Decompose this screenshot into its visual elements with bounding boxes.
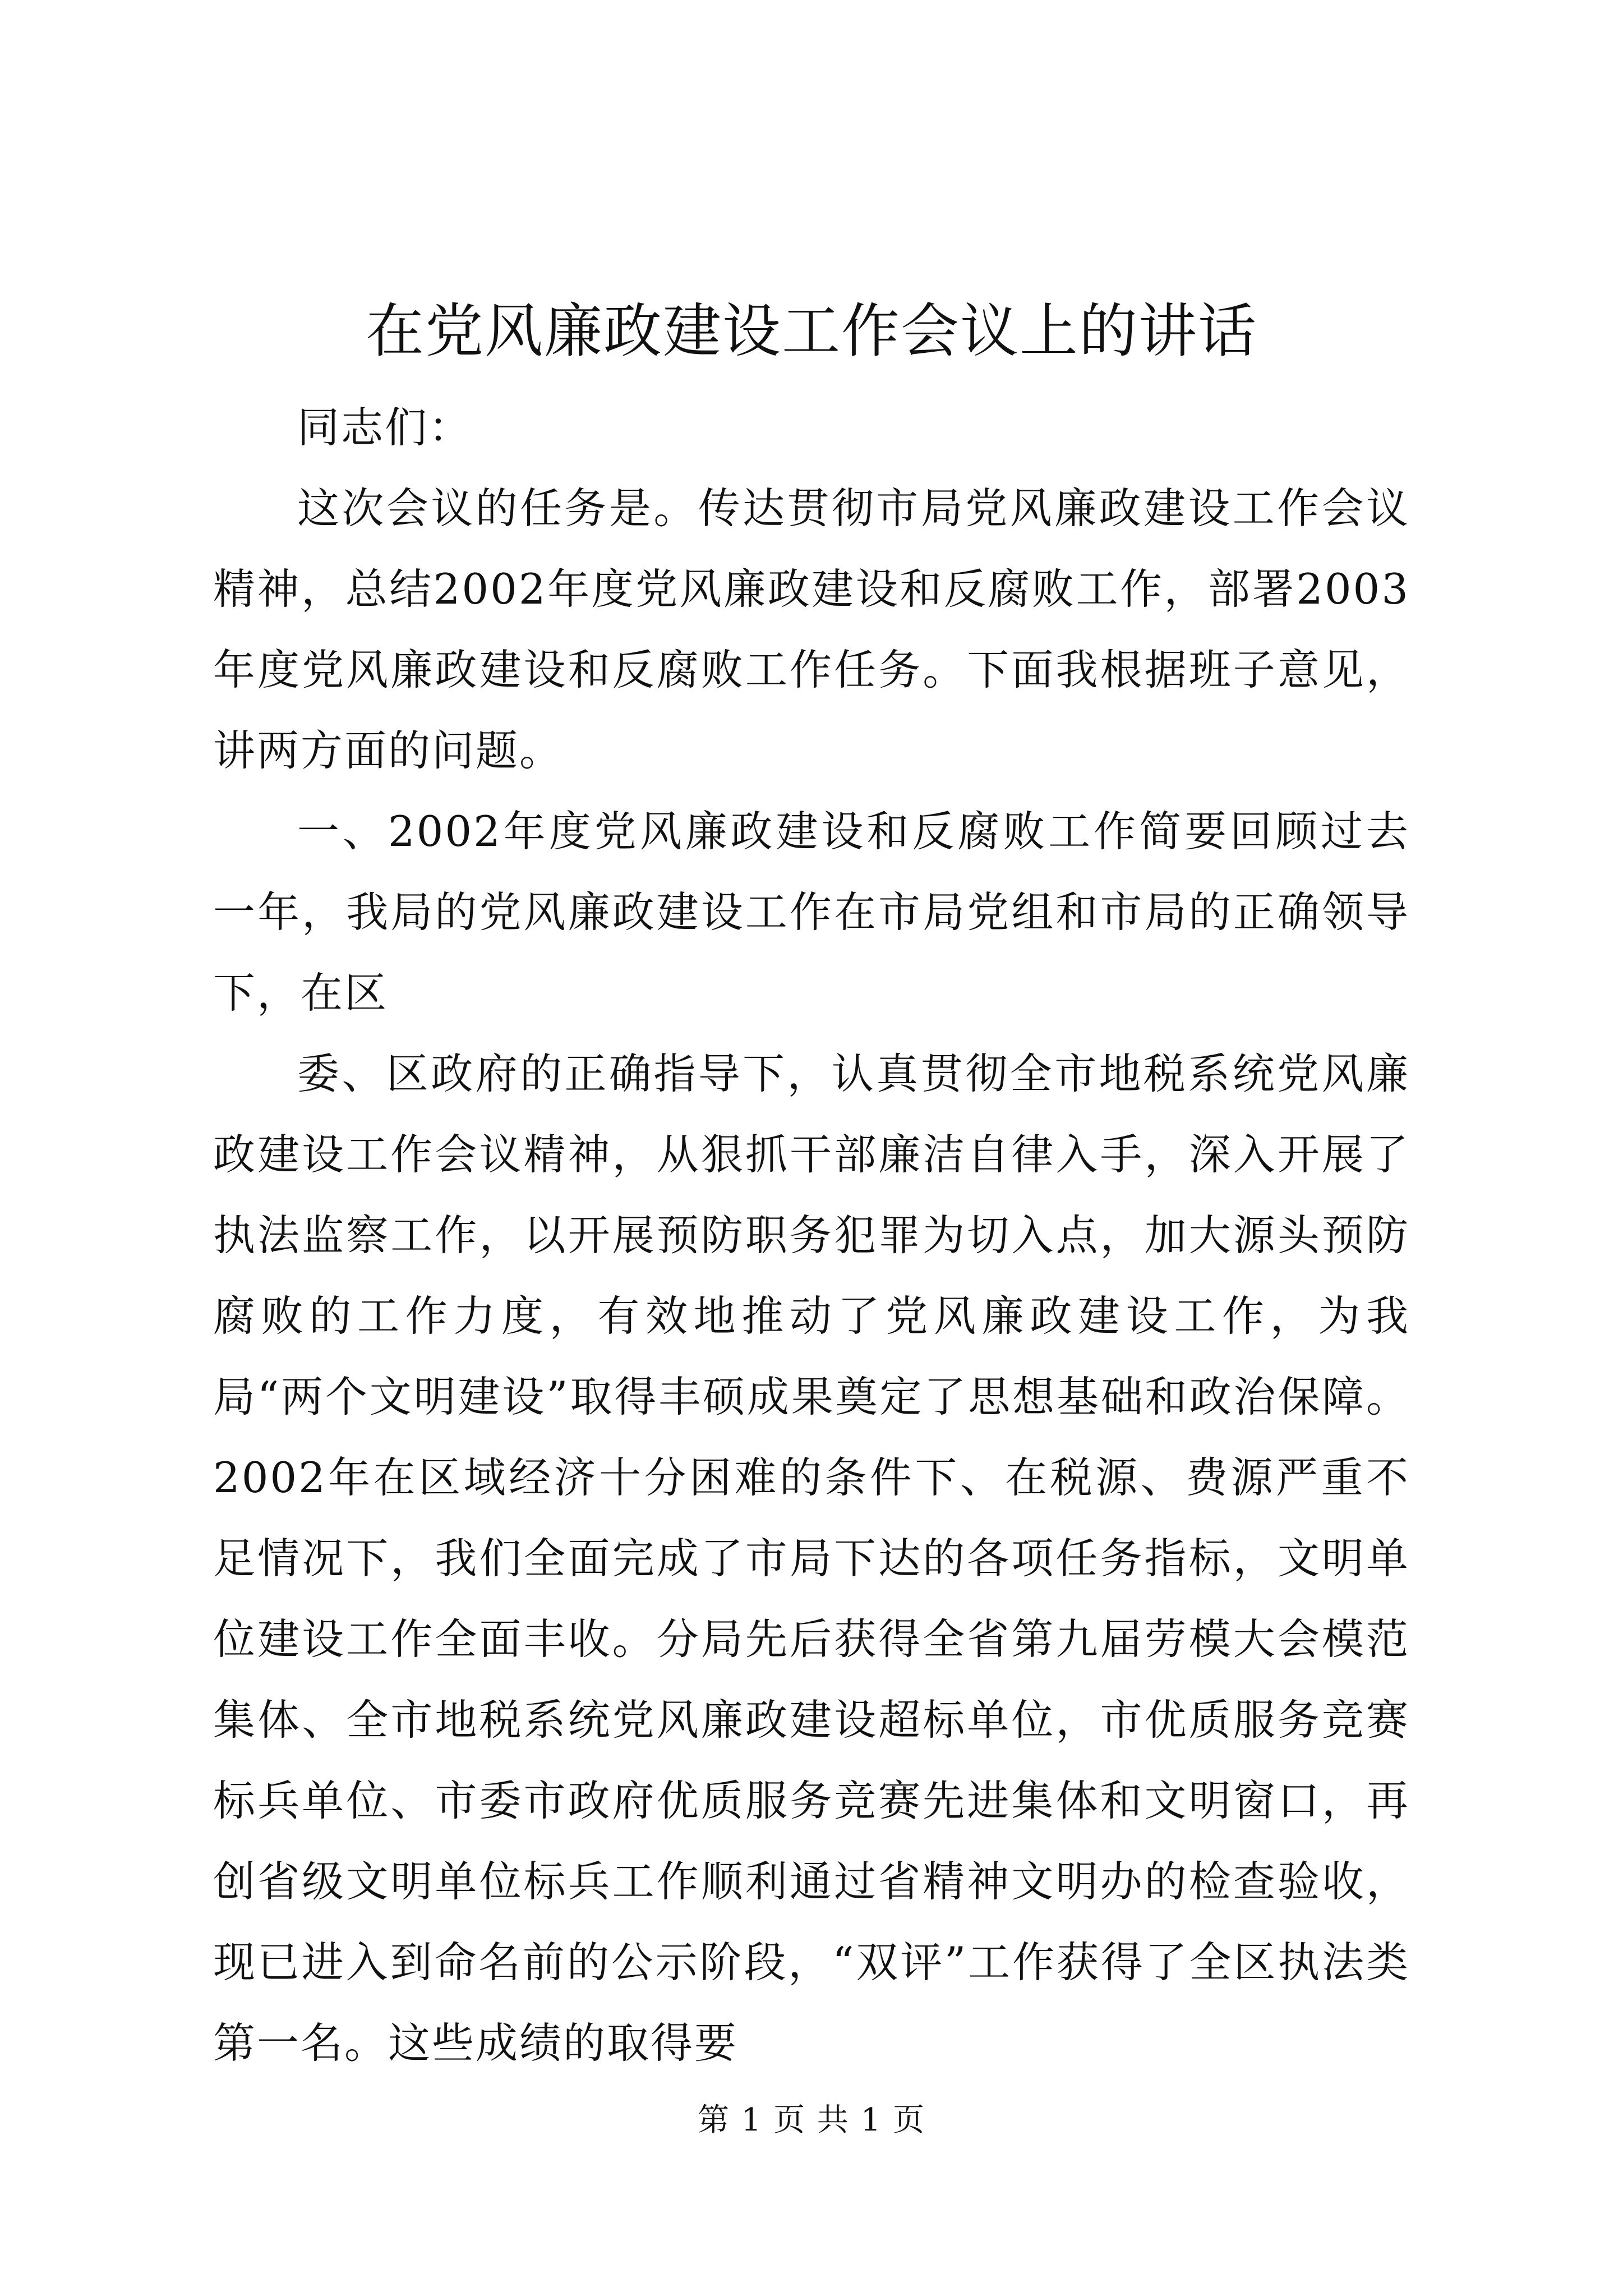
document-body xyxy=(213,387,1410,2083)
document-title: 在党风廉政建设工作会议上的讲话 xyxy=(365,297,1257,365)
paragraph-2: 一、2002年度党风廉政建设和反腐败工作简要回顾过去一年，我局的党风廉政建设工作在市局党组和市局的正确领导下，在区 xyxy=(213,807,1410,1018)
paragraph-1: 这次会议的任务是。传达贯彻市局党风廉政建设工作会议精神，总结2002年度党风廉政建设和反腐败工作，部署2003年度党风廉政建设和反腐败工作任务。下面我根据班子意见，讲两方面的问题。 xyxy=(213,484,1410,775)
greeting: 同志们： xyxy=(297,403,473,452)
page-footer: 第 1 页 共 1 页 xyxy=(697,2102,926,2138)
paragraph-3: 委、区政府的正确指导下，认真贯彻全市地税系统党风廉政建设工作会议精神，从狠抓干部廉洁自律入手，深入开展了执法监察工作，以开展预防职务犯罪为切入点，加大源头预防腐败的工作力度，有效地推动了党风廉政建设工作，为我局“两个文明建设”取得丰硕成果奠定了思想基础和政治保障。2002年在区域经济十分困难的条件下、在税源、费源严重不足情况下，我们全面完成了市局下达的各项任务指标，文明单位建设工作全面丰收。分局先后获得全省第九届劳模大会模范集体、全市地税系统党风廉政建设超标单位，市优质服务竞赛标兵单位、市委市政府优质服务竞赛先进集体和文明窗口，再创省级文明单位标兵工作顺利通过省精神文明办的检查验收，现已进入到命名前的公示阶段，“双评”工作获得了全区执法类第一名。这些成绩的取得要 xyxy=(213,1049,1410,2068)
